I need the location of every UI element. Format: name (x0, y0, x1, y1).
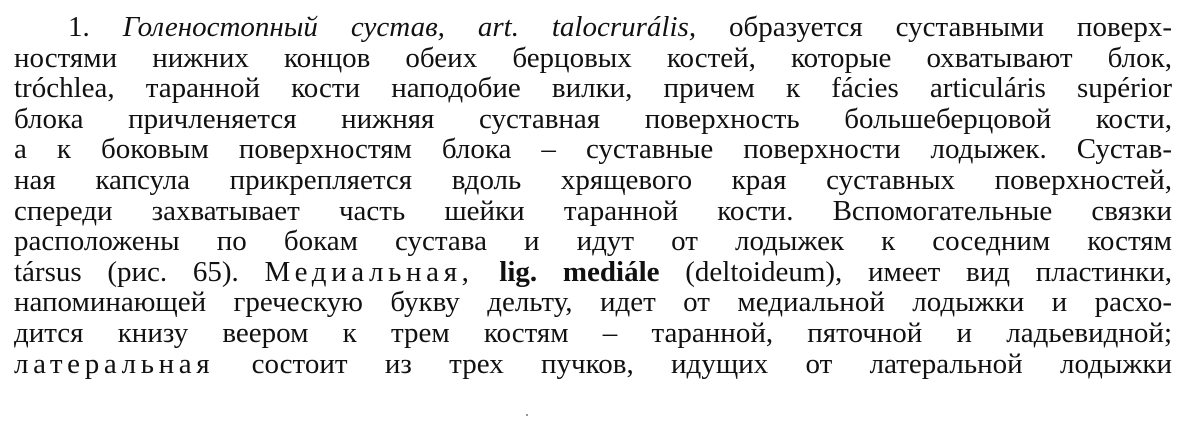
text-line-12 (14, 349, 1172, 380)
text-span: társus (рис. 65). (14, 255, 239, 288)
ligament-term: lig. mediále (499, 255, 660, 288)
text-line-6: ная капсула прикрепляется вдоль хрящевого края суставных поверхностей, (14, 163, 1172, 196)
text-paragraph (14, 12, 1172, 379)
scan-speck (526, 414, 528, 416)
text-line-8: расположены по бокам сустава и идут от лодыжек к соседним костям (14, 225, 1172, 258)
text-span: образуется суставными поверх- (729, 11, 1173, 43)
text-line-11: дится книзу веером к трем костям – таранной, пяточной и ладьевидной; (14, 316, 1172, 349)
text-line-7: спереди захватывает часть шейки таранной кости. Вспомогательные связки (14, 194, 1172, 227)
text-span: (deltoideum), имеет вид пластинки, (685, 255, 1173, 288)
text-line-4: блока причленяется нижняя суставная поверхность большеберцовой кости, (14, 102, 1172, 135)
text-line-2: ностями нижних концов обеих берцовых костей, которые охватывают блок, (14, 41, 1172, 74)
text-line-10: напоминающей греческую букву дельту, идет от медиальной лодыжки и расхо- (14, 286, 1172, 319)
text-line-1 (14, 12, 1172, 43)
joint-title: Голеностопный сустав, art. talocrurális, (122, 11, 697, 43)
text-line-5: а к боковым поверхностям блока – суставные поверхности лодыжек. Сустав- (14, 133, 1172, 166)
spaced-term: Медиальная, (264, 255, 474, 288)
spaced-term: латеральная (14, 347, 215, 380)
item-number: 1. (68, 11, 90, 43)
text-line-3: tróchlea, таранной кости наподобие вилки, причем к fácies articuláris supérior (14, 72, 1172, 105)
text-span: состоит из трех пучков, идущих от латеральной лодыжки (251, 347, 1172, 380)
text-line-9 (14, 257, 1172, 288)
